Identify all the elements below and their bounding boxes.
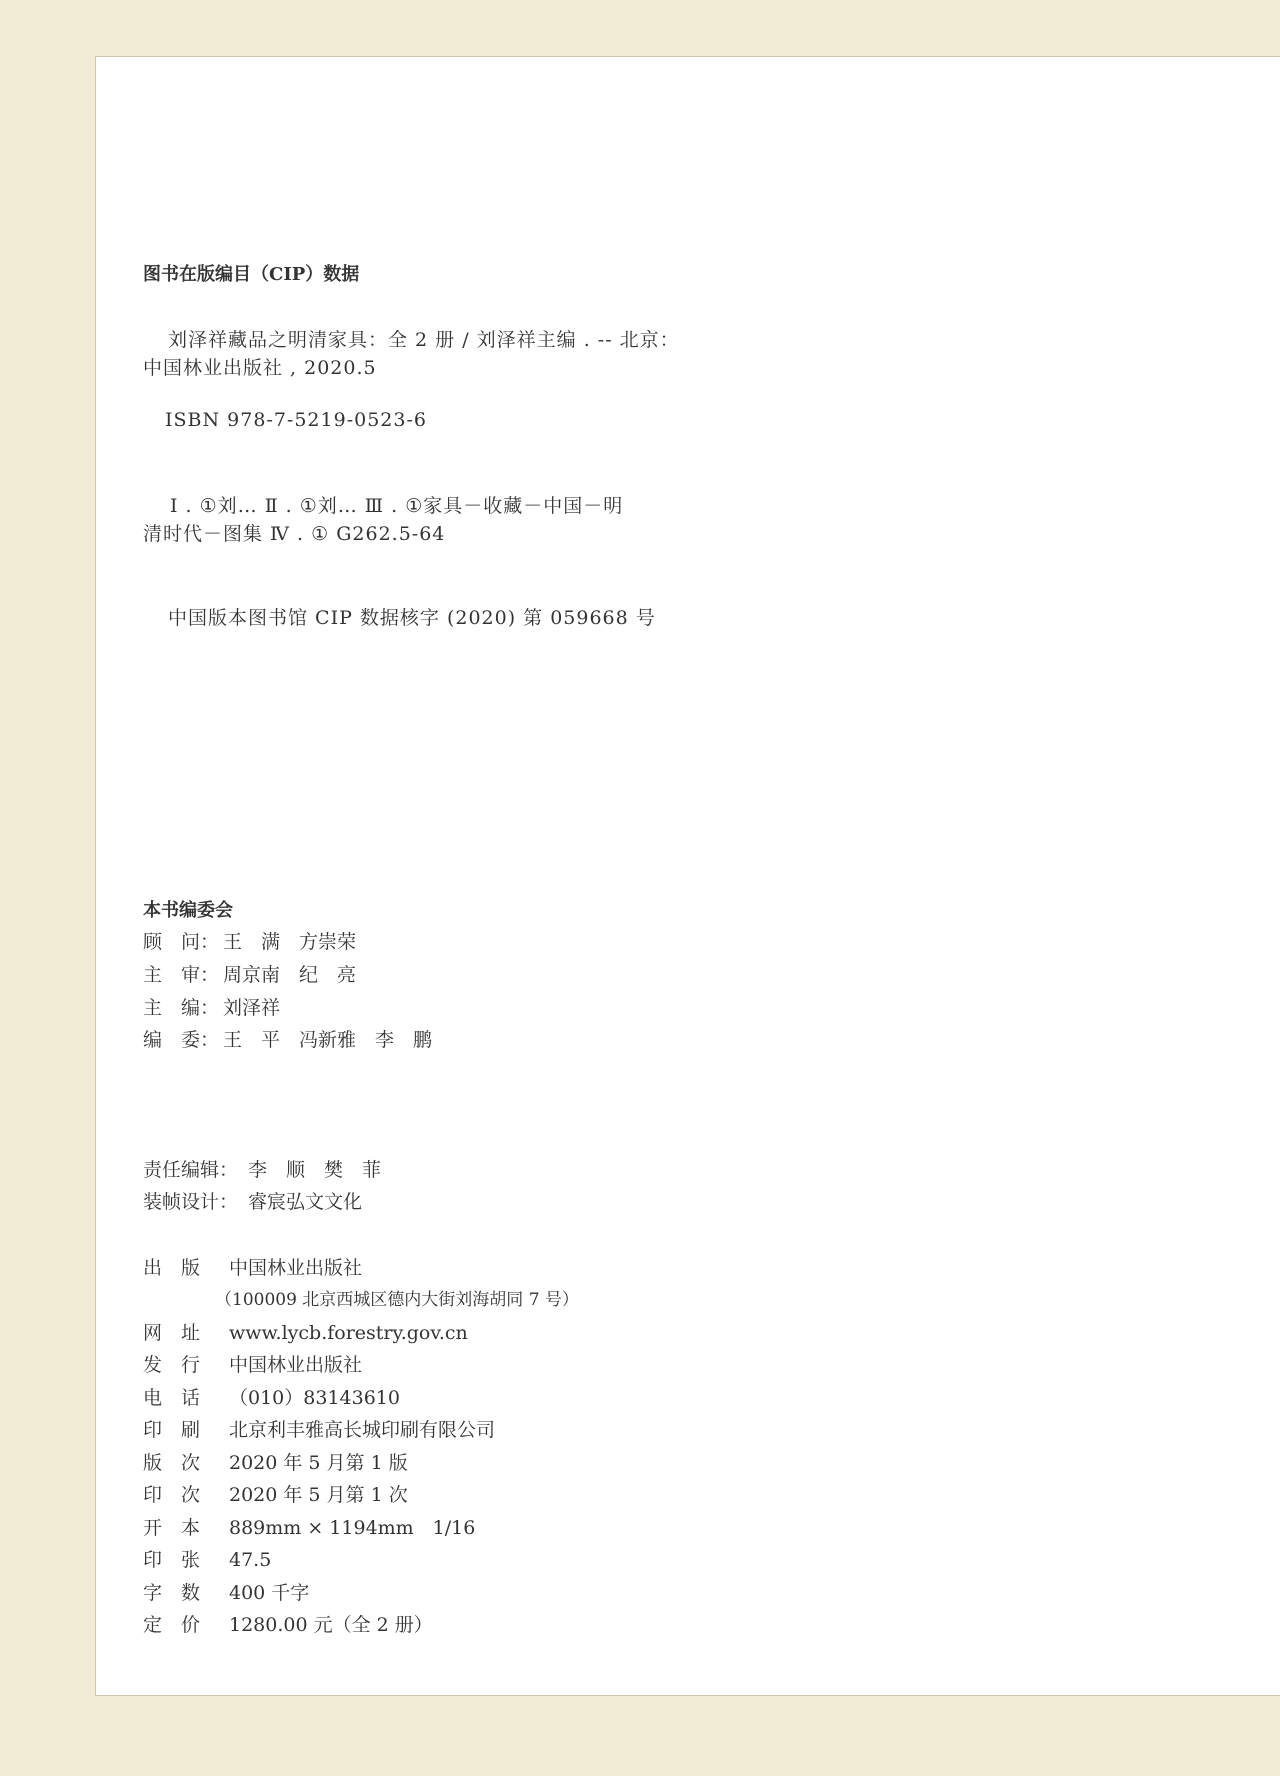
detail-value: 2020 年 5 月第 1 次 xyxy=(229,1484,408,1506)
committee-member-label: 顾 问： xyxy=(143,931,220,953)
detail-value: www.lycb.forestry.gov.cn xyxy=(229,1322,468,1344)
committee-member xyxy=(143,993,280,1020)
detail-label: 版 次 xyxy=(143,1452,201,1474)
detail-row xyxy=(143,1610,433,1637)
detail-label: 字 数 xyxy=(143,1582,201,1604)
committee-member-value: 王 满 方崇荣 xyxy=(223,931,357,953)
detail-row xyxy=(143,1448,408,1475)
detail-label: 定 价 xyxy=(143,1614,201,1636)
detail-row xyxy=(143,1480,408,1507)
detail-row xyxy=(143,1513,475,1540)
detail-row xyxy=(143,1415,495,1442)
detail-value: （010）83143610 xyxy=(229,1387,400,1409)
committee-member xyxy=(143,1025,432,1052)
detail-value: 47.5 xyxy=(229,1549,272,1571)
committee-member-label: 编 委： xyxy=(143,1029,220,1051)
detail-label: 印 张 xyxy=(143,1549,201,1571)
cip-isbn: ISBN 978-7-5219-0523-6 xyxy=(165,409,427,431)
detail-label: 印 次 xyxy=(143,1484,201,1506)
editor-row xyxy=(143,1155,381,1182)
publisher-row xyxy=(143,1253,362,1280)
detail-value: 中国林业出版社 xyxy=(229,1257,363,1279)
detail-label: 电 话 xyxy=(143,1387,201,1409)
detail-row xyxy=(143,1545,271,1572)
cip-record-number: 中国版本图书馆 CIP 数据核字 (2020) 第 059668 号 xyxy=(168,607,656,629)
editor-label: 装帧设计： xyxy=(143,1191,239,1213)
committee-member-value: 周京南 纪 亮 xyxy=(223,964,357,986)
editor-label: 责任编辑： xyxy=(143,1159,239,1181)
committee-member-value: 刘泽祥 xyxy=(223,997,281,1019)
detail-label: 印 刷 xyxy=(143,1419,201,1441)
detail-label: 发 行 xyxy=(143,1354,201,1376)
detail-value: 1280.00 元（全 2 册） xyxy=(229,1614,433,1636)
detail-value: 北京利丰雅高长城印刷有限公司 xyxy=(229,1419,496,1441)
detail-value: 889mm × 1194mm 1/16 xyxy=(229,1517,476,1539)
committee-member-label: 主 编： xyxy=(143,997,220,1019)
detail-row xyxy=(143,1318,468,1345)
cip-title: 图书在版编目（CIP）数据 xyxy=(143,264,360,285)
cip-classification-line1: Ⅰ . ①刘… Ⅱ . ①刘… Ⅲ . ①家具－收藏－中国－明 xyxy=(170,495,624,517)
cip-entry-line2: 中国林业出版社 , 2020.5 xyxy=(143,357,377,379)
detail-label: 开 本 xyxy=(143,1517,201,1539)
detail-row xyxy=(143,1350,362,1377)
committee-member-value: 王 平 冯新雅 李 鹏 xyxy=(223,1029,433,1051)
publisher-address: （100009 北京西城区德内大街刘海胡同 7 号） xyxy=(215,1290,579,1310)
detail-row xyxy=(143,1578,309,1605)
committee-heading: 本书编委会 xyxy=(143,900,233,921)
detail-value: 中国林业出版社 xyxy=(229,1354,363,1376)
detail-value: 2020 年 5 月第 1 版 xyxy=(229,1452,408,1474)
cip-classification-line2: 清时代－图集 Ⅳ . ① G262.5-64 xyxy=(143,523,446,545)
detail-value: 400 千字 xyxy=(229,1582,310,1604)
committee-member xyxy=(143,960,356,987)
editor-value: 睿宸弘文文化 xyxy=(248,1191,363,1213)
detail-label: 出 版 xyxy=(143,1257,201,1279)
committee-member-label: 主 审： xyxy=(143,964,220,986)
detail-label: 网 址 xyxy=(143,1322,201,1344)
editor-row xyxy=(143,1187,362,1214)
committee-member xyxy=(143,927,356,954)
editor-value: 李 顺 樊 菲 xyxy=(248,1159,382,1181)
detail-row xyxy=(143,1383,400,1410)
cip-entry-line1: 刘泽祥藏品之明清家具：全 2 册 / 刘泽祥主编 . -- 北京： xyxy=(168,329,680,351)
